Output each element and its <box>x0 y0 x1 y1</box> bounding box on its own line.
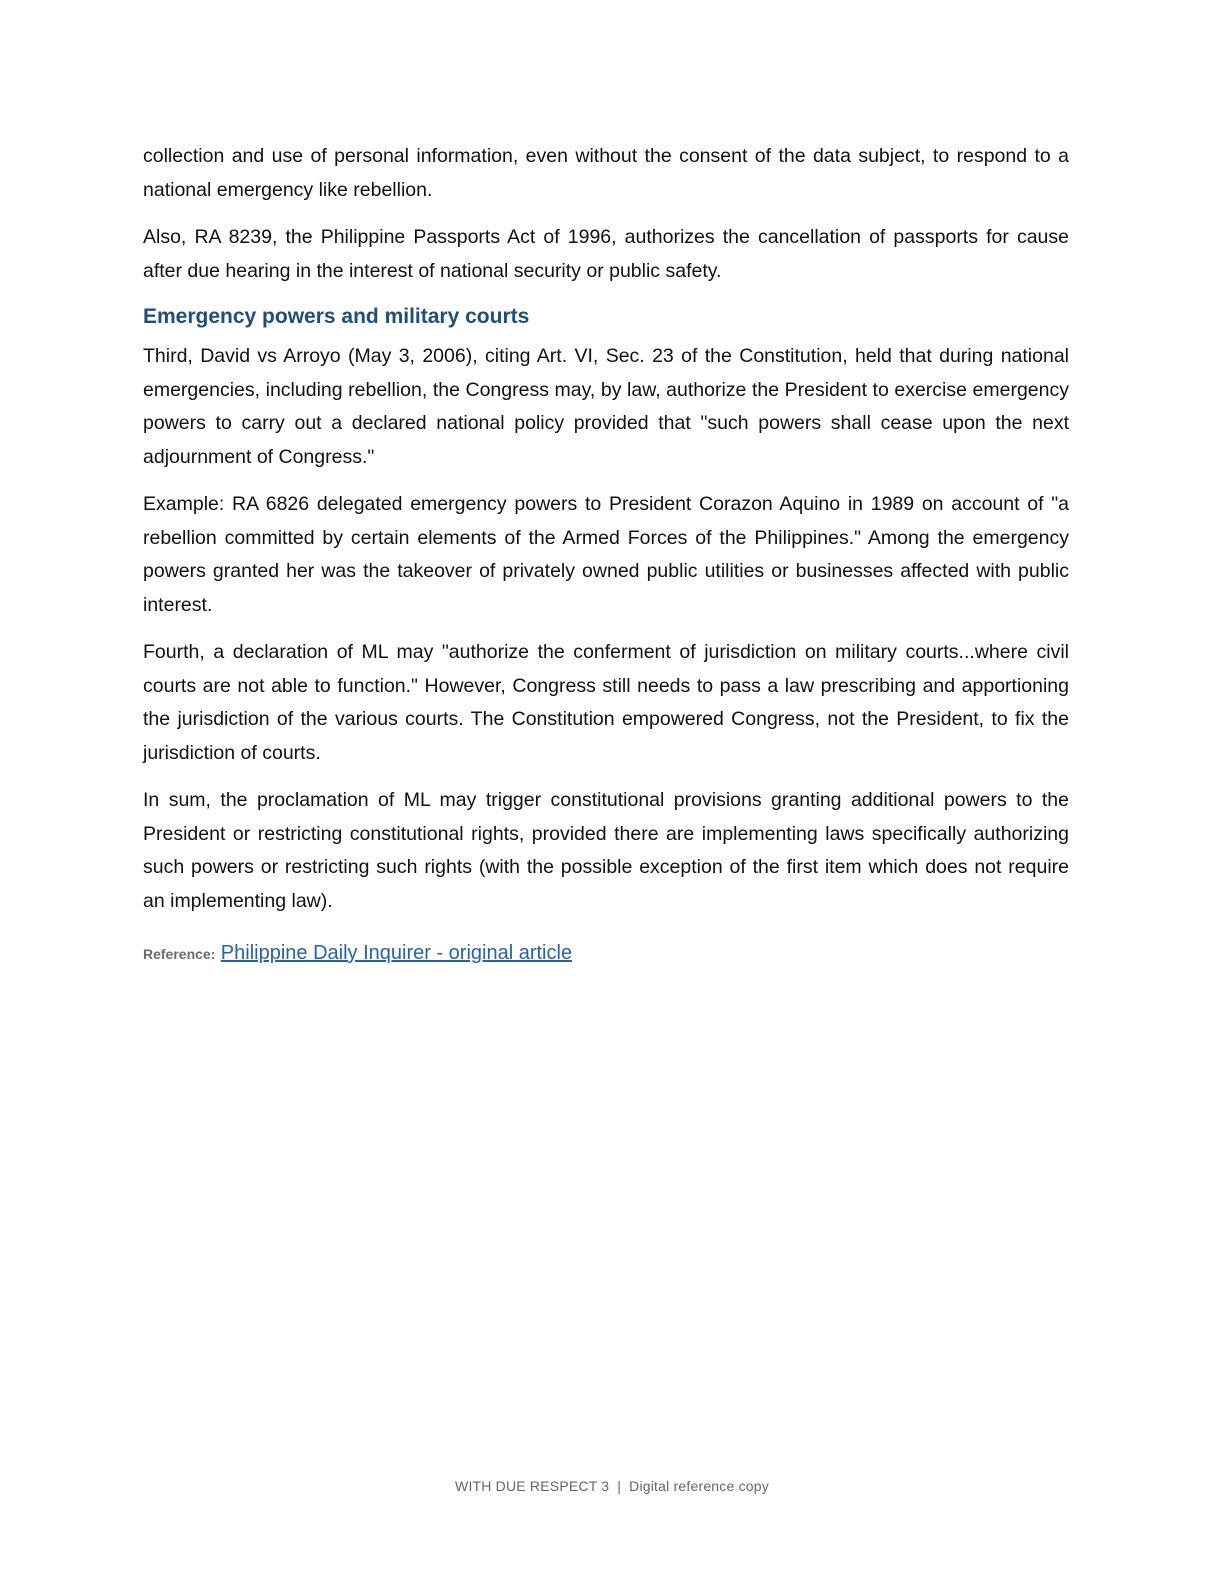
footer-note: Digital reference copy <box>629 1478 769 1494</box>
footer-title: WITH DUE RESPECT 3 <box>455 1478 610 1494</box>
reference-line <box>143 938 1069 969</box>
section-heading: Emergency powers and military courts <box>143 305 530 328</box>
reference-label: Reference: <box>143 946 216 962</box>
footer-separator: | <box>617 1478 622 1494</box>
body-paragraph: Example: RA 6826 delegated emergency powers to President Corazon Aquino in 1989 on account of "a rebellion committed by certain elements of the Armed Forces of the Philippines." Among the emergency powers granted her was the takeover of privately owned public utilities or businesses affected with public interest. <box>143 493 1069 616</box>
body-paragraph: Third, David vs Arroyo (May 3, 2006), citing Art. VI, Sec. 23 of the Constitution, held that during national emergencies, including rebellion, the Congress may, by law, authorize the President to exercise emergency powers to carry out a declared national policy provided that "such powers shall cease upon the next adjournment of Congress." <box>143 345 1069 468</box>
reference-link[interactable]: Philippine Daily Inquirer - original article <box>220 942 573 964</box>
body-paragraph: collection and use of personal information, even without the consent of the data subject, to respond to a national emergency like rebellion. <box>143 145 1069 201</box>
body-paragraph: In sum, the proclamation of ML may trigger constitutional provisions granting additional powers to the President or restricting constitutional rights, provided there are implementing laws specifically authorizing such powers or restricting such rights (with the possible exception of the first item which does not require an implementing law). <box>143 789 1069 912</box>
document-page <box>143 140 1069 969</box>
body-paragraph: Fourth, a declaration of ML may "authorize the conferment of jurisdiction on military courts...where civil courts are not able to function." However, Congress still needs to pass a law prescribing and apportioning the jurisdiction of the various courts. The Constitution empowered Congress, not the President, to fix the jurisdiction of courts. <box>143 641 1069 764</box>
page-footer <box>0 1478 1224 1494</box>
body-paragraph: Also, RA 8239, the Philippine Passports Act of 1996, authorizes the cancellation of passports for cause after due hearing in the interest of national security or public safety. <box>143 226 1069 282</box>
